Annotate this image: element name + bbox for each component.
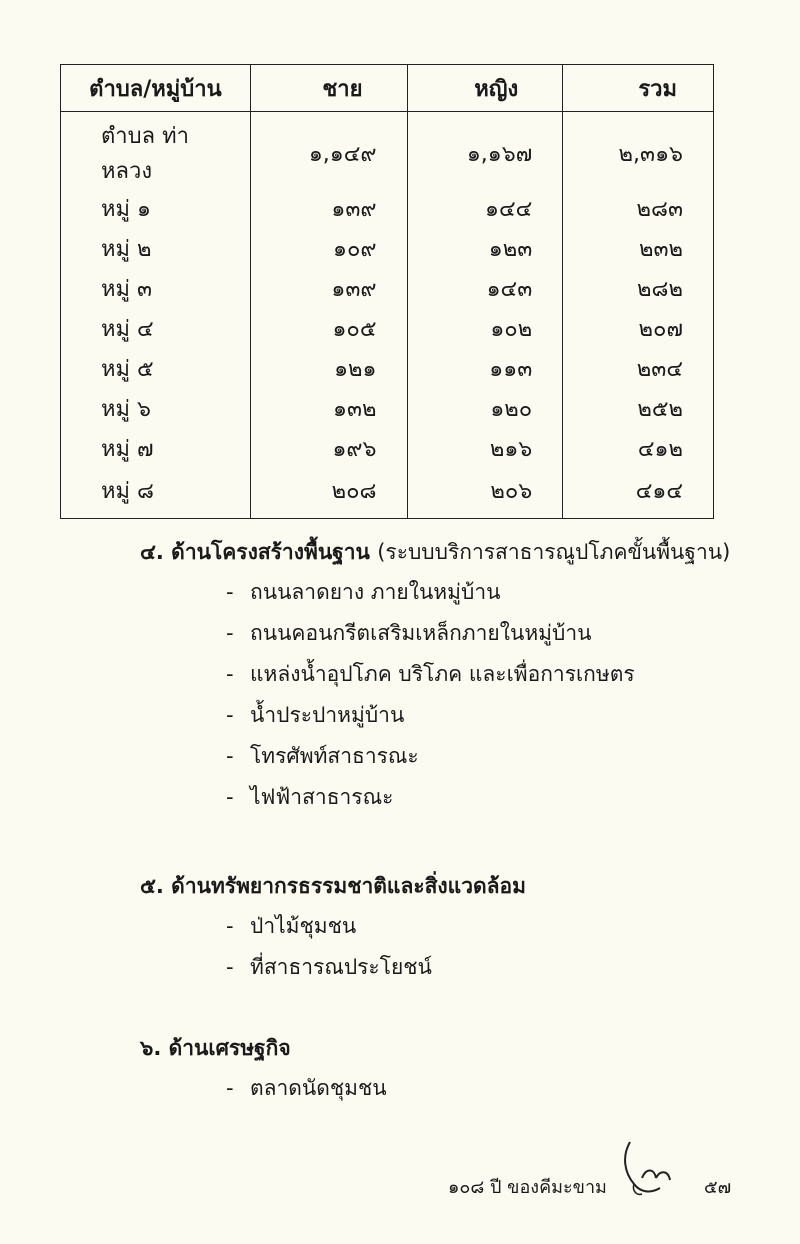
section-economy	[140, 1028, 387, 1109]
row-total: ๒๓๔	[563, 348, 714, 388]
item-list	[140, 906, 526, 988]
bullet-dash: -	[226, 580, 234, 604]
section-subtitle: (ระบบบริการสาธารณูปโภคขั้นพื้นฐาน)	[377, 540, 731, 564]
decorative-logo-icon	[620, 1138, 676, 1202]
table-row	[61, 428, 714, 468]
section-title: ๖. ด้านเศรษฐกิจ	[140, 1036, 291, 1060]
row-male: ๑,๑๔๙	[250, 112, 407, 189]
section-heading	[140, 866, 526, 906]
header-female: หญิง	[407, 65, 563, 112]
bullet-dash: -	[226, 955, 234, 979]
row-male: ๒๐๘	[250, 468, 407, 519]
table-row	[61, 228, 714, 268]
row-male: ๑๓๒	[250, 388, 407, 428]
table-row	[61, 468, 714, 519]
header-location: ตำบล/หมู่บ้าน	[61, 65, 251, 112]
item-list	[140, 1068, 387, 1109]
list-item	[226, 572, 730, 613]
row-male: ๑๙๖	[250, 428, 407, 468]
list-item	[226, 736, 730, 777]
row-female: ๑๐๒	[407, 308, 563, 348]
population-table	[60, 64, 714, 519]
section-title: ๔. ด้านโครงสร้างพื้นฐาน	[140, 540, 370, 564]
row-female: ๑๔๓	[407, 268, 563, 308]
list-item-text: ตลาดนัดชุมชน	[250, 1076, 387, 1100]
page-footer	[448, 1172, 732, 1201]
table-row	[61, 268, 714, 308]
table-row	[61, 112, 714, 189]
row-female: ๒๑๖	[407, 428, 563, 468]
row-female: ๑๒๐	[407, 388, 563, 428]
book-title: ๑๐๘ ปี ของคีมะขาม	[448, 1177, 607, 1198]
list-item	[226, 613, 730, 654]
bullet-dash: -	[226, 662, 234, 686]
list-item-text: แหล่งน้ำอุปโภค บริโภค และเพื่อการเกษตร	[250, 662, 635, 686]
table-header-row	[61, 65, 714, 112]
row-total: ๒๓๒	[563, 228, 714, 268]
table-row	[61, 308, 714, 348]
row-total: ๒๐๗	[563, 308, 714, 348]
row-female: ๒๐๖	[407, 468, 563, 519]
bullet-dash: -	[226, 621, 234, 645]
row-total: ๒๘๒	[563, 268, 714, 308]
list-item	[226, 947, 526, 988]
row-total: ๒๕๒	[563, 388, 714, 428]
list-item-text: โทรศัพท์สาธารณะ	[250, 744, 419, 768]
list-item-text: ถนนคอนกรีตเสริมเหล็กภายในหมู่บ้าน	[250, 621, 592, 645]
item-list	[140, 572, 730, 818]
bullet-dash: -	[226, 785, 234, 809]
section-title: ๕. ด้านทรัพยากรธรรมชาติและสิ่งแวดล้อม	[140, 874, 526, 898]
header-male: ชาย	[250, 65, 407, 112]
row-location: หมู่ ๒	[61, 228, 251, 268]
header-total: รวม	[563, 65, 714, 112]
list-item	[226, 654, 730, 695]
row-female: ๑๔๔	[407, 188, 563, 228]
bullet-dash: -	[226, 914, 234, 938]
list-item-text: ป่าไม้ชุมชน	[250, 914, 357, 938]
row-location: หมู่ ๕	[61, 348, 251, 388]
bullet-dash: -	[226, 703, 234, 727]
row-location: ตำบล ท่าหลวง	[61, 112, 251, 189]
table-row	[61, 188, 714, 228]
row-female: ๑๒๓	[407, 228, 563, 268]
list-item-text: ถนนลาดยาง ภายในหมู่บ้าน	[250, 580, 501, 604]
row-location: หมู่ ๘	[61, 468, 251, 519]
row-location: หมู่ ๓	[61, 268, 251, 308]
section-heading	[140, 532, 730, 572]
row-male: ๑๒๑	[250, 348, 407, 388]
list-item-text: ไฟฟ้าสาธารณะ	[250, 785, 394, 809]
table-row	[61, 348, 714, 388]
row-location: หมู่ ๖	[61, 388, 251, 428]
section-infrastructure	[140, 532, 730, 818]
list-item	[226, 777, 730, 818]
list-item	[226, 1068, 387, 1109]
row-male: ๑๓๙	[250, 268, 407, 308]
table-row	[61, 388, 714, 428]
bullet-dash: -	[226, 1076, 234, 1100]
row-location: หมู่ ๗	[61, 428, 251, 468]
row-total: ๔๑๒	[563, 428, 714, 468]
row-location: หมู่ ๔	[61, 308, 251, 348]
row-male: ๑๐๙	[250, 228, 407, 268]
row-total: ๒,๓๑๖	[563, 112, 714, 189]
list-item-text: น้ำประปาหมู่บ้าน	[250, 703, 405, 727]
row-female: ๑๑๓	[407, 348, 563, 388]
row-male: ๑๓๙	[250, 188, 407, 228]
list-item-text: ที่สาธารณประโยชน์	[250, 955, 432, 979]
row-male: ๑๐๕	[250, 308, 407, 348]
list-item	[226, 906, 526, 947]
row-female: ๑,๑๖๗	[407, 112, 563, 189]
section-natural-resources	[140, 866, 526, 988]
bullet-dash: -	[226, 744, 234, 768]
section-heading	[140, 1028, 387, 1068]
row-total: ๒๘๓	[563, 188, 714, 228]
page-number: ๕๗	[704, 1177, 732, 1198]
row-location: หมู่ ๑	[61, 188, 251, 228]
row-total: ๔๑๔	[563, 468, 714, 519]
list-item	[226, 695, 730, 736]
